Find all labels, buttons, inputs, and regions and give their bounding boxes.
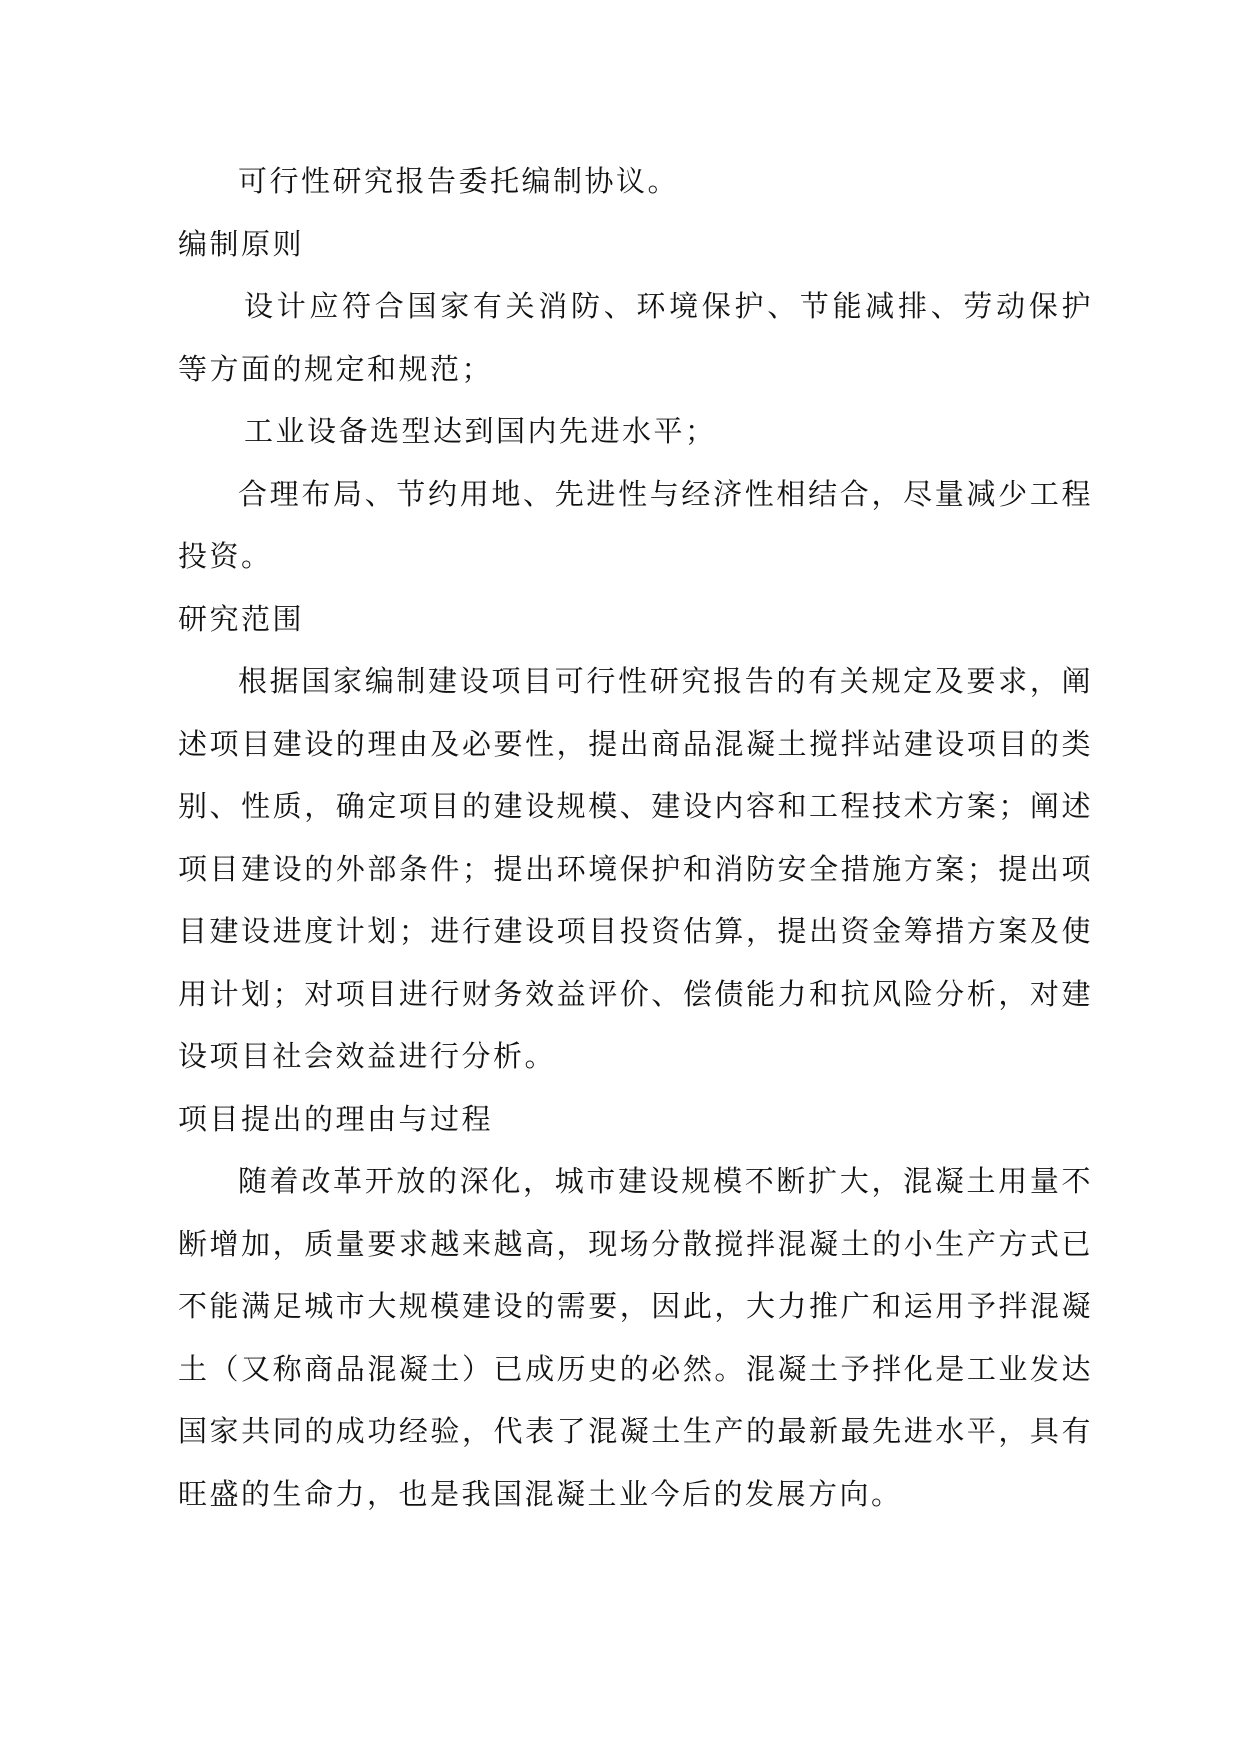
section-heading-scope: 研究范围 (178, 601, 305, 636)
section-heading-principles: 编制原则 (178, 226, 305, 261)
paragraph-design-standards: 设计应符合国家有关消防、环境保护、节能减排、劳动保护等方面的规定和规范； (178, 289, 1093, 386)
document-body (178, 150, 1093, 1525)
paragraph-reasons: 随着改革开放的深化，城市建设规模不断扩大，混凝土用量不断增加，质量要求越来越高，现场分散搅拌混凝土的小生产方式已不能满足城市大规模建设的需要，因此，大力推广和运用予拌混凝土（又称商品混凝土）已成历史的必然。混凝土予拌化是工业发达国家共同的成功经验，代表了混凝土生产的最新最先进水平，具有旺盛的生命力，也是我国混凝土业今后的发展方向。 (178, 1164, 1093, 1511)
paragraph-equipment-selection: 工业设备选型达到国内先进水平； (244, 414, 717, 448)
paragraph-scope: 根据国家编制建设项目可行性研究报告的有关规定及要求，阐述项目建设的理由及必要性，提出商品混凝土搅拌站建设项目的类别、性质，确定项目的建设规模、建设内容和工程技术方案；阐述项目建设的外部条件；提出环境保护和消防安全措施方案；提出项目建设进度计划；进行建设项目投资估算，提出资金筹措方案及使用计划；对项目进行财务效益评价、偿债能力和抗风险分析，对建设项目社会效益进行分析。 (178, 664, 1093, 1073)
paragraph-agreement: 可行性研究报告委托编制协议。 (238, 164, 680, 198)
section-heading-reasons: 项目提出的理由与过程 (178, 1101, 494, 1136)
paragraph-layout-investment: 合理布局、节约用地、先进性与经济性相结合，尽量减少工程投资。 (178, 476, 1093, 573)
